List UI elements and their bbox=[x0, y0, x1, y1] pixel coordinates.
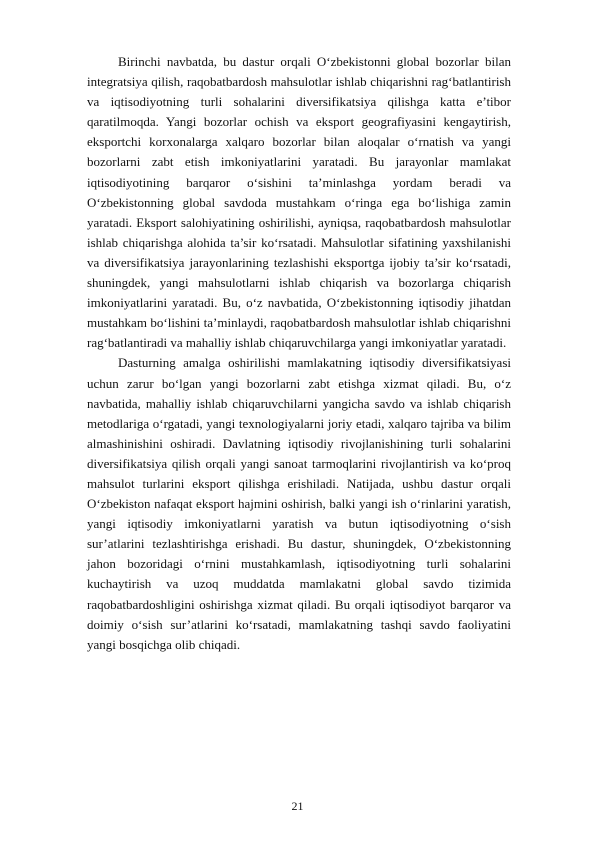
document-page bbox=[87, 52, 511, 655]
paragraph-2: Dasturning amalga oshirilishi mamlakatning iqtisodiy diversifikatsiyasi uchun zarur bo‘lgan yangi bozorlarni zabt etishga xizmat qiladi. Bu, o‘z navbatida, mahalliy ishlab chiqaruvchilarni yangicha savdo va ishlab chiqarish metodlariga o‘rgatadi, yangi texnologiyalarni joriy etadi, xalqaro tajriba va bilim almashinishini oshiradi. Davlatning iqtisodiy rivojlanishining turli sohalarini diversifikatsiya qilish orqali yangi sanoat tarmoqlarini rivojlantirish va ko‘proq mahsulot turlarini eksport qilishga erishiladi. Natijada, ushbu dastur orqali O‘zbekiston nafaqat eksport hajmini oshirish, balki yangi ish o‘rinlarini yaratish, yangi iqtisodiy imkoniyatlarni yaratish va butun iqtisodiyotning o‘sish sur’atlarini tezlashtirishga erishadi. Bu dastur, shuningdek, O‘zbekistonning jahon bozoridagi o‘rnini mustahkamlash, iqtisodiyotning turli sohalarini kuchaytirish va uzoq muddatda mamlakatni global savdo tizimida raqobatbardoshligini oshirishga xizmat qiladi. Bu orqali iqtisodiyot barqaror va doimiy o‘sish sur’atlarini ko‘rsatadi, mamlakatning tashqi savdo faoliyatini yangi bosqichga olib chiqadi. bbox=[87, 355, 511, 652]
page-number: 21 bbox=[291, 799, 304, 813]
paragraph-1: Birinchi navbatda, bu dastur orqali O‘zbekistonni global bozorlar bilan integratsiya qilish, raqobatbardosh mahsulotlar ishlab chiqarishni rag‘batlantirish va iqtisodiyotning turli sohalarini diversifikatsiya qilishga katta e’tibor qaratilmoqda. Yangi bozorlar ochish va eksport geografiyasini kengaytirish, eksportchi korxonalarga xalqaro bozorlar bilan aloqalar o‘rnatish va yangi bozorlarni zabt etish imkoniyatlarini yaratadi. Bu jarayonlar mamlakat iqtisodiyotining barqaror o‘sishini ta’minlashga yordam beradi va O‘zbekistonning global savdoda mustahkam o‘ringa ega bo‘lishiga zamin yaratadi. Eksport salohiyatining oshirilishi, ayniqsa, raqobatbardosh mahsulotlar ishlab chiqarishga alohida ta’sir ko‘rsatadi. Mahsulotlar sifatining yaxshilanishi va diversifikatsiya jarayonlarining tezlashishi eksportga ijobiy ta’sir ko‘rsatadi, shuningdek, yangi mahsulotlarni ishlab chiqarish va bozorlarga chiqarish imkoniyatlarini yaratadi. Bu, o‘z navbatida, O‘zbekistonning iqtisodiy jihatdan mustahkam bo‘lishini ta’minlaydi, raqobatbardosh mahsulotlar ishlab chiqarishni rag‘batlantiradi va mahalliy ishlab chiqaruvchilarga yangi imkoniyatlar yaratadi. bbox=[87, 54, 511, 351]
